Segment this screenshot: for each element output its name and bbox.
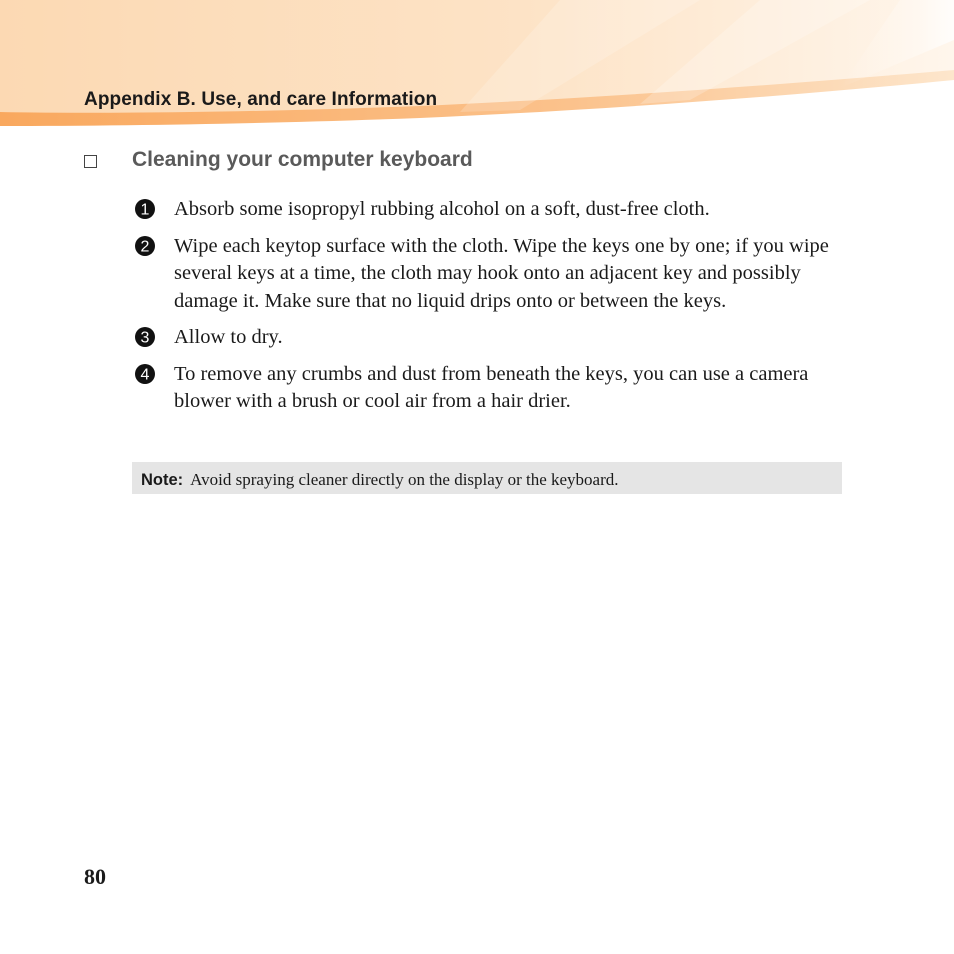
list-item (133, 361, 853, 416)
step-number-icon (133, 325, 157, 349)
note-box (132, 462, 842, 494)
step-number-icon (133, 234, 157, 258)
step-text: Wipe each keytop surface with the cloth. Wipe the keys one by one; if you wipe several keys at a time, the cloth may hook onto an adjacent key and possibly damage it. Make sure that no liquid drips onto or between the keys. (174, 234, 829, 312)
note-label: Note: (141, 471, 184, 489)
list-item (133, 233, 853, 316)
list-item (133, 196, 853, 224)
steps-list (133, 196, 853, 425)
svg-text:2: 2 (140, 238, 150, 255)
step-number-icon (133, 362, 157, 386)
square-bullet-icon (84, 155, 97, 168)
step-text: Absorb some isopropyl rubbing alcohol on a soft, dust-free cloth. (174, 198, 710, 220)
step-text: To remove any crumbs and dust from beneath the keys, you can use a camera blower with a brush or cool air from a hair drier. (174, 362, 809, 412)
step-text: Allow to dry. (174, 326, 283, 348)
section-heading (84, 148, 473, 172)
page-number: 80 (84, 864, 106, 889)
svg-text:1: 1 (140, 201, 150, 219)
running-head: Appendix B. Use, and care Information (84, 89, 438, 110)
step-number-icon (133, 197, 157, 221)
svg-text:3: 3 (140, 329, 150, 347)
list-item (133, 324, 853, 352)
note-text: Avoid spraying cleaner directly on the display or the keyboard. (190, 470, 619, 489)
svg-text:4: 4 (140, 366, 150, 383)
section-title: Cleaning your computer keyboard (132, 148, 473, 171)
